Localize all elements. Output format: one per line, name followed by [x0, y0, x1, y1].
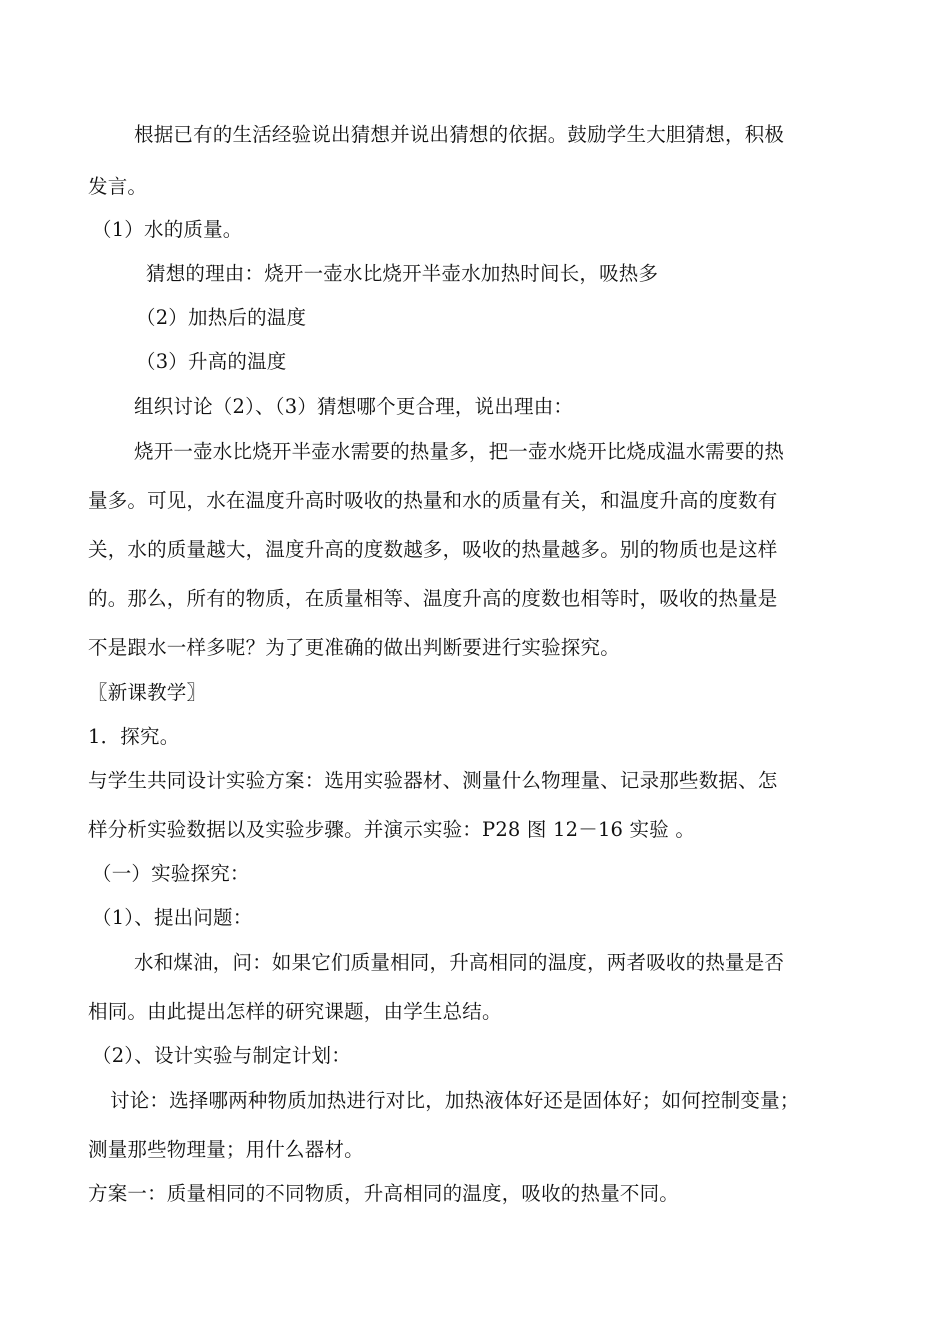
step-raise-question: （1）、提出问题： [92, 906, 253, 929]
design-plan-line-2: 样分析实验数据以及实验步骤。并演示实验：P28 图 12－16 实验 。 [88, 818, 696, 841]
step-design-plan: （2）、设计实验与制定计划： [92, 1044, 351, 1067]
paragraph-intro-line-2: 发言。 [88, 175, 148, 198]
paragraph-intro-line-1: 根据已有的生活经验说出猜想并说出猜想的依据。鼓励学生大胆猜想，积极 [134, 123, 785, 146]
section-heading-new-lesson: 〖新课教学〗 [88, 681, 207, 704]
question-line-2: 相同。由此提出怎样的研究课题，由学生总结。 [88, 1000, 502, 1023]
guess-item-1: （1）水的质量。 [92, 218, 243, 241]
guess-item-3: （3）升高的温度 [136, 350, 287, 373]
plan-one: 方案一：质量相同的不同物质，升高相同的温度，吸收的热量不同。 [88, 1182, 680, 1205]
discussion-line-2: 测量那些物理量；用什么器材。 [88, 1138, 364, 1161]
discussion-line-1: 讨论：选择哪两种物质加热进行对比，加热液体好还是固体好；如何控制变量； [110, 1089, 800, 1112]
reasoning-line-2: 量多。可见，水在温度升高时吸收的热量和水的质量有关，和温度升高的度数有 [88, 489, 778, 512]
guess-item-2: （2）加热后的温度 [136, 306, 307, 329]
reasoning-line-5: 不是跟水一样多呢？为了更准确的做出判断要进行实验探究。 [88, 636, 620, 659]
design-plan-line-1: 与学生共同设计实验方案：选用实验器材、测量什么物理量、记录那些数据、怎 [88, 769, 778, 792]
numbered-item-explore: 1．探究。 [88, 725, 180, 748]
reasoning-line-3: 关，水的质量越大，温度升高的度数越多，吸收的热量越多。别的物质也是这样 [88, 538, 778, 561]
discussion-prompt: 组织讨论（2）、（3）猜想哪个更合理，说出理由： [134, 395, 574, 418]
guess-reason: 猜想的理由：烧开一壶水比烧开半壶水加热时间长，吸热多 [146, 262, 659, 285]
question-line-1: 水和煤油，问：如果它们质量相同，升高相同的温度，两者吸收的热量是否 [134, 951, 785, 974]
reasoning-line-1: 烧开一壶水比烧开半壶水需要的热量多，把一壶水烧开比烧成温水需要的热 [134, 440, 785, 463]
subsection-experiment: （一）实验探究： [92, 862, 250, 885]
reasoning-line-4: 的。那么，所有的物质，在质量相等、温度升高的度数也相等时，吸收的热量是 [88, 587, 778, 610]
